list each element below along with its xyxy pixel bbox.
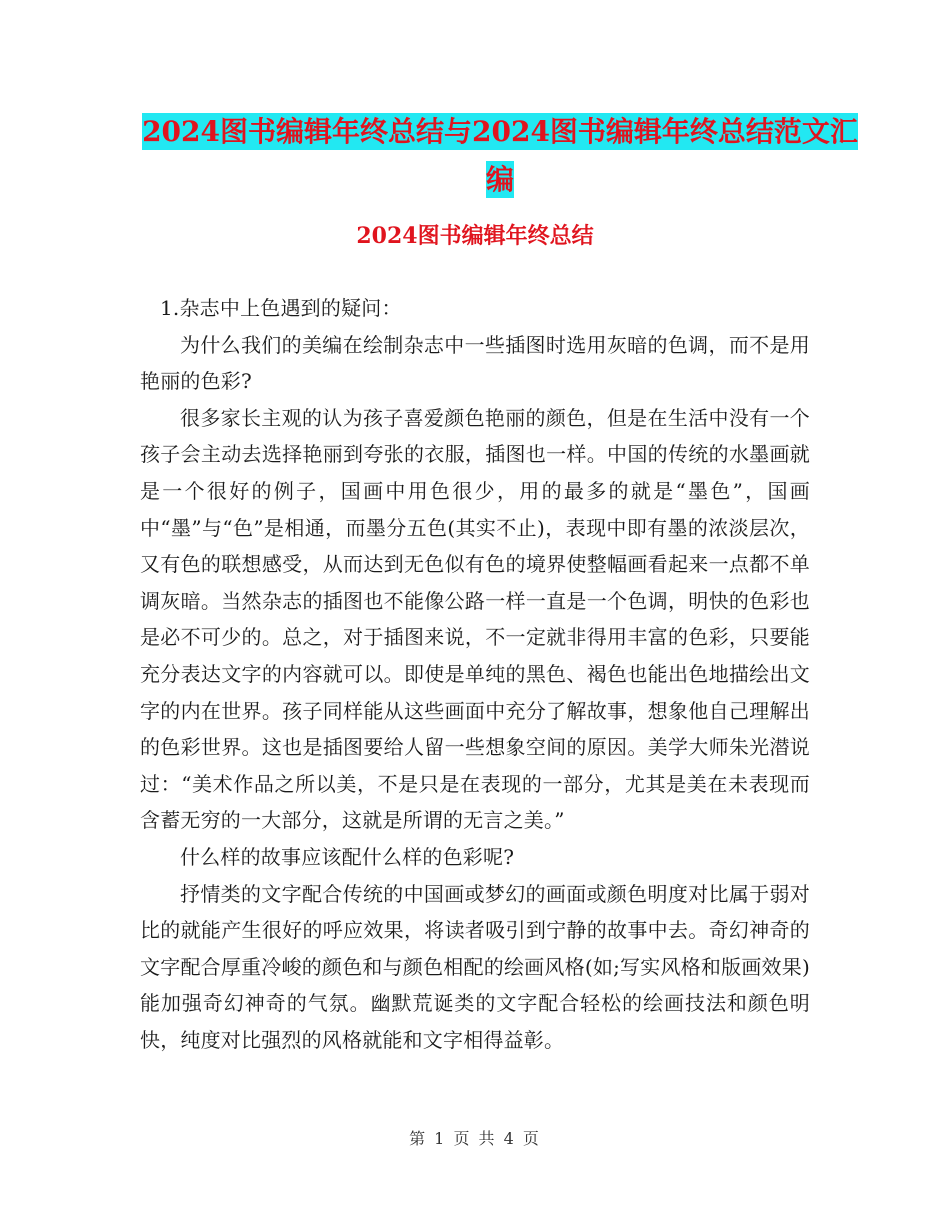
page-footer: 第 1 页 共 4 页 — [409, 1129, 541, 1148]
document-title — [140, 108, 860, 204]
paragraph: 为什么我们的美编在绘制杂志中一些插图时选用灰暗的色调，而不是用艳丽的色彩? — [140, 332, 810, 394]
document-body — [140, 290, 810, 1058]
section-title: 2024图书编辑年终总结 — [356, 223, 594, 249]
document-title-text: 2024图书编辑年终总结与2024图书编辑年终总结范文汇编 — [142, 115, 858, 196]
paragraph: 1.杂志中上色遇到的疑问： — [160, 296, 402, 320]
paragraph: 什么样的故事应该配什么样的色彩呢? — [180, 844, 515, 869]
paragraph: 很多家长主观的认为孩子喜爱颜色艳丽的颜色，但是在生活中没有一个孩子会主动去选择艳丽到夸张的衣服，插图也一样。中国的传统的水墨画就是一个很好的例子，国画中用色很少，用的最多的就是“墨色”，国画中“墨”与“色”是相通，而墨分五色(其实不止)，表现中即有墨的浓淡层次，又有色的联想感受，从而达到无色似有色的境界使整幅画看起来一点都不单调灰暗。当然杂志的插图也不能像公路一样一直是一个色调，明快的色彩也是必不可少的。总之，对于插图来说，不一定就非得用丰富的色彩，只要能充分表达文字的内容就可以。即使是单纯的黑色、褐色也能出色地描绘出文字的内在世界。孩子同样能从这些画面中充分了解故事，想象他自己理解出的色彩世界。这也是插图要给人留一些想象空间的原因。美学大师朱光潜说过：“美术作品之所以美，不是只是在表现的一部分，尤其是美在未表现而含蓄无穷的一大部分，这就是所谓的无言之美。” — [140, 405, 810, 833]
paragraph: 抒情类的文字配合传统的中国画或梦幻的画面或颜色明度对比属于弱对比的就能产生很好的呼应效果，将读者吸引到宁静的故事中去。奇幻神奇的文字配合厚重冷峻的颜色和与颜色相配的绘画风格(如;写实风格和版画效果)能加强奇幻神奇的气氛。幽默荒诞类的文字配合轻松的绘画技法和颜色明快，纯度对比强烈的风格就能和文字相得益彰。 — [140, 881, 810, 1052]
